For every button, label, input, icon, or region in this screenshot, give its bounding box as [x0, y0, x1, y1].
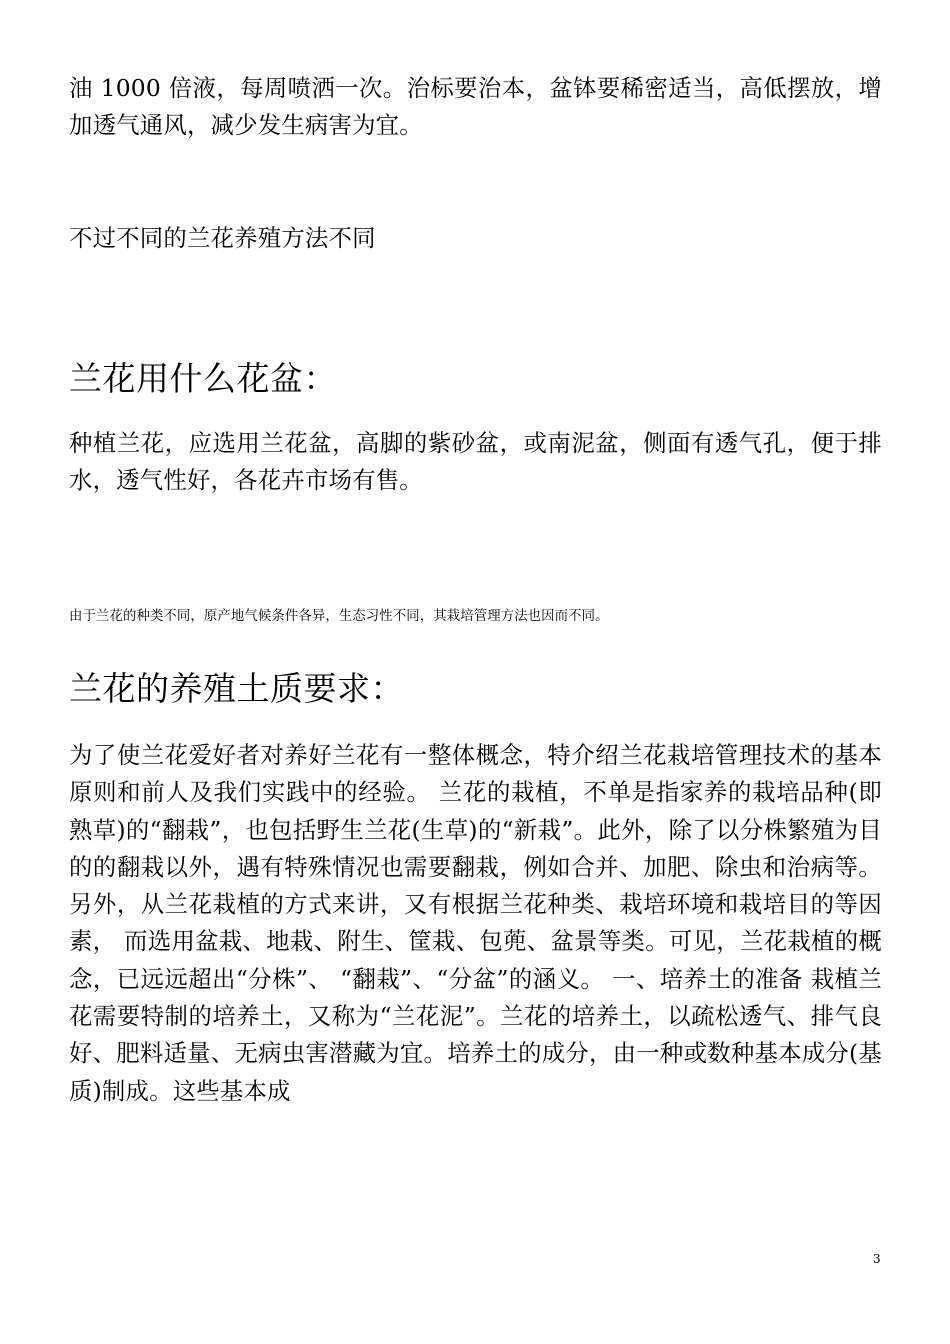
body-paragraph: 种植兰花，应选用兰花盆，高脚的紫砂盆，或南泥盆，侧面有透气孔，便于排水，透气性好，各花卉市场有售。	[69, 429, 882, 495]
body-paragraph: 为了使兰花爱好者对养好兰花有一整体概念，特介绍兰花栽培管理技术的基本原则和前人及我们实践中的经验。 兰花的栽植，不单是指家养的栽培品种(即熟草)的“翻栽”，也包括野生兰花(生草)的“新栽”。此外，除了以分株繁殖为目的的翻栽以外，遇有特殊情况也需要翻栽，例如合并、加肥、除虫和治病等。另外，从兰花栽植的方式来讲，又有根据兰花种类、栽培环境和栽培目的等因素， 而选用盆栽、地栽、附生、筐栽、包蔸、盆景等类。可见，兰花栽植的概念，已远远超出“分株”、 “翻栽”、“分盆”的涵义。 一、培养土的准备 栽植兰花需要特制的培养土，又称为“兰花泥”。兰花的培养土，以疏松透气、排气良好、肥料适量、无病虫害潜藏为宜。培养土的成分，由一种或数种基本成分(基质)制成。这些基本成	[69, 741, 882, 1105]
body-paragraph: 不过不同的兰花养殖方法不同	[69, 224, 376, 252]
small-note: 由于兰花的种类不同，原产地气候条件各异，生态习性不同，其栽培管理方法也因而不同。	[69, 609, 609, 624]
section-heading: 兰花用什么花盆：	[69, 359, 337, 398]
body-paragraph: 油 1000 倍液，每周喷洒一次。治标要治本，盆钵要稀密适当，高低摆放，增加透气通风，减少发生病害为宜。	[69, 74, 882, 140]
section-heading: 兰花的养殖土质要求：	[69, 669, 404, 708]
page-number: 3	[873, 1252, 881, 1266]
